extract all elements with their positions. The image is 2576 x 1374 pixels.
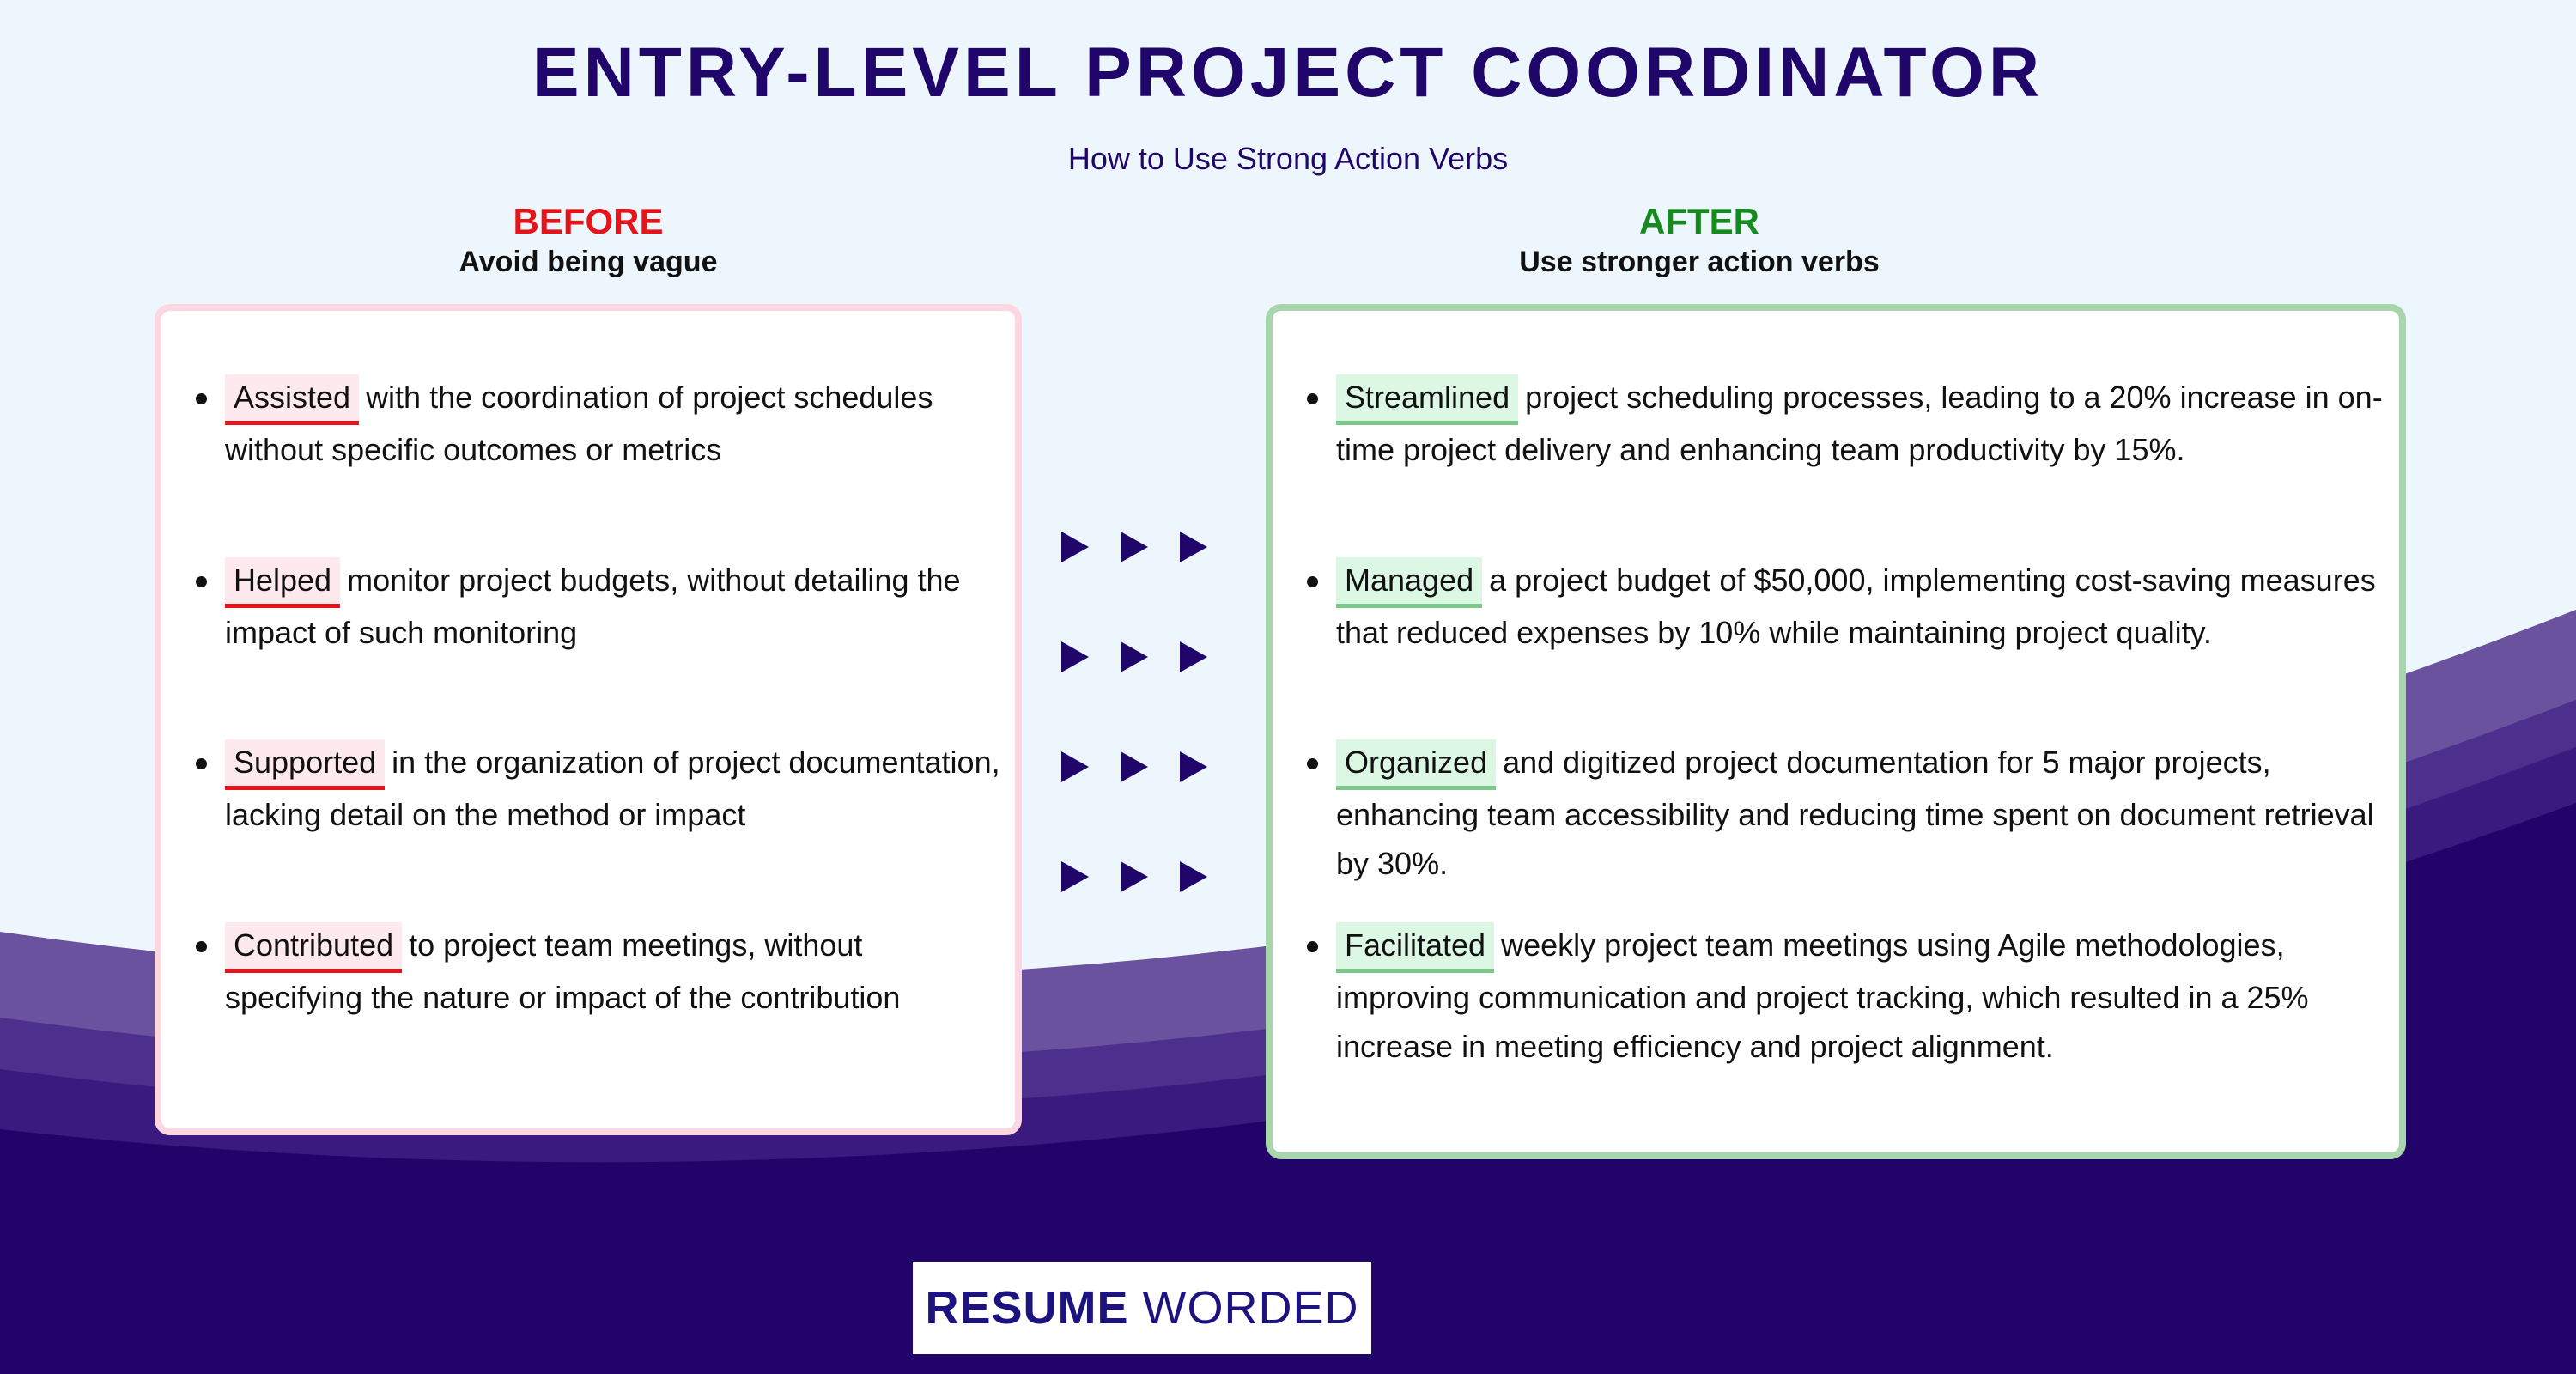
after-item-text: project scheduling processes, leading to a 20% increase in on-time project delivery and enhancing team productivity by 15%.: [1336, 380, 2383, 467]
after-heading: [1266, 199, 2133, 280]
before-item-text: with the coordination of project schedules without specific outcomes or metrics: [225, 380, 933, 467]
before-card: [155, 304, 1022, 1135]
play-arrow-icon: [1121, 641, 1148, 672]
play-arrow-icon: [1121, 751, 1148, 782]
before-list-item: [225, 738, 1006, 839]
before-item-text: in the organization of project documentation, lacking detail on the method or impact: [225, 745, 1000, 832]
play-arrow-icon: [1180, 751, 1207, 782]
play-arrow-icon: [1061, 532, 1089, 562]
strong-verb: Organized: [1336, 739, 1496, 790]
play-arrow-icon: [1121, 861, 1148, 892]
weak-verb: Assisted: [225, 374, 359, 425]
resume-worded-logo: [910, 1259, 1374, 1357]
after-list-item: [1336, 738, 2385, 888]
before-list-item: [225, 373, 1006, 474]
arrow-row: [1061, 745, 1207, 788]
before-sublabel: Avoid being vague: [459, 246, 718, 278]
play-arrow-icon: [1061, 641, 1089, 672]
after-list-item: [1336, 556, 2385, 657]
play-arrow-icon: [1061, 861, 1089, 892]
before-list-item: [225, 921, 1006, 1022]
play-arrow-icon: [1121, 532, 1148, 562]
after-item-text: a project budget of $50,000, implementing cost-saving measures that reduced expenses by 10% while maintaining project quality.: [1336, 562, 2376, 650]
strong-verb: Facilitated: [1336, 922, 1494, 973]
arrow-row: [1061, 526, 1207, 568]
after-list-item: [1336, 373, 2385, 474]
page-title: ENTRY-LEVEL PROJECT COORDINATOR: [532, 33, 2044, 112]
arrow-row: [1061, 855, 1207, 898]
before-list-item: [225, 556, 1006, 657]
after-label: AFTER: [1639, 201, 1759, 241]
play-arrow-icon: [1180, 861, 1207, 892]
logo-bold-text: RESUME: [925, 1282, 1129, 1334]
after-item-text: and digitized project documentation for 5 major projects, enhancing team accessibility and reducing time spent on document retrieval by 30%.: [1336, 745, 2374, 881]
before-item-text: to project team meetings, without specifying the nature or impact of the contribution: [225, 927, 901, 1015]
after-card: [1266, 304, 2406, 1159]
after-sublabel: Use stronger action verbs: [1519, 246, 1880, 278]
weak-verb: Contributed: [225, 922, 402, 973]
arrow-row: [1061, 635, 1207, 678]
page-subtitle: How to Use Strong Action Verbs: [1067, 141, 1509, 176]
weak-verb: Supported: [225, 739, 385, 790]
before-item-text: monitor project budgets, without detailing the impact of such monitoring: [225, 562, 961, 650]
before-label: BEFORE: [513, 201, 664, 241]
logo-regular-text: WORDED: [1142, 1282, 1359, 1334]
play-arrow-icon: [1061, 751, 1089, 782]
play-arrow-icon: [1180, 532, 1207, 562]
strong-verb: Managed: [1336, 557, 1482, 608]
play-arrow-icon: [1180, 641, 1207, 672]
strong-verb: Streamlined: [1336, 374, 1518, 425]
after-list-item: [1336, 921, 2385, 1071]
before-heading: [155, 199, 1022, 280]
weak-verb: Helped: [225, 557, 340, 608]
after-item-text: weekly project team meetings using Agile methodologies, improving communication and project tracking, which resulted in a 25% increase in meeting efficiency and project alignment.: [1336, 927, 2309, 1064]
